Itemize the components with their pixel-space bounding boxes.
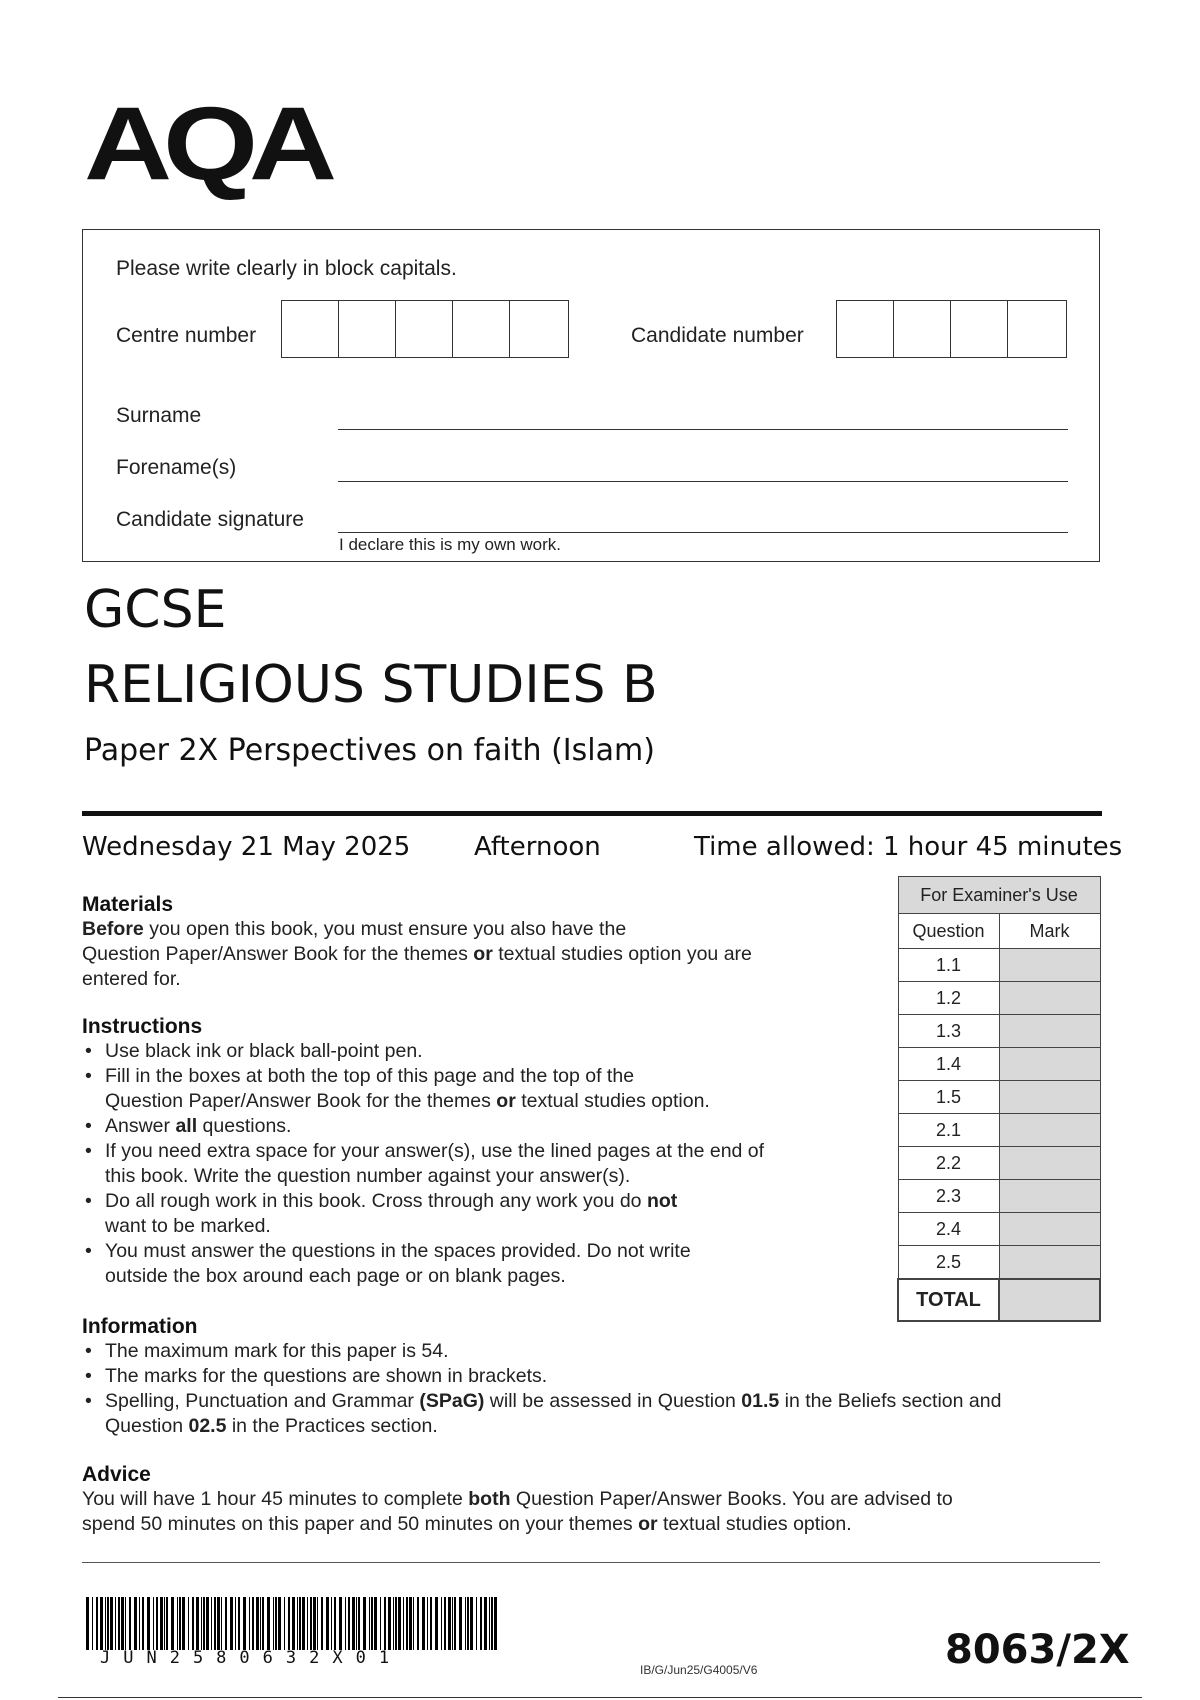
total-row	[898, 1279, 1100, 1321]
mark-cell[interactable]	[999, 982, 1100, 1015]
candidate-number-label: Candidate number	[631, 324, 804, 347]
centre-digit-box[interactable]	[282, 301, 339, 357]
barcode	[86, 1597, 498, 1650]
barcode-text: JUN2580632X01	[100, 1648, 403, 1668]
mark-cell[interactable]	[999, 1048, 1100, 1081]
list-item: • You must answer the questions in the spaces provided. Do not write outside the box around each page or on blank pages.	[105, 1239, 872, 1289]
document-reference: IB/G/Jun25/G4005/V6	[640, 1663, 758, 1677]
instructions-section	[82, 1015, 872, 1289]
candidate-number-boxes[interactable]	[836, 300, 1067, 358]
signature-field[interactable]	[338, 532, 1068, 533]
advice-heading: Advice	[82, 1463, 151, 1486]
table-row	[898, 1246, 1100, 1280]
advice-section	[82, 1463, 1112, 1537]
materials-section	[82, 893, 842, 992]
information-heading: Information	[82, 1315, 198, 1338]
candidate-digit-box[interactable]	[1008, 301, 1065, 357]
mark-cell[interactable]	[999, 1180, 1100, 1213]
signature-label: Candidate signature	[116, 508, 304, 531]
centre-number-boxes[interactable]	[281, 300, 569, 358]
list-item: • The marks for the questions are shown in brackets.	[105, 1364, 1112, 1389]
qualification-title: GCSE	[84, 580, 227, 640]
table-row	[898, 1180, 1100, 1213]
list-item: • Fill in the boxes at both the top of this page and the top of the Question Paper/Answer Book for the themes or textual studies option.	[105, 1064, 872, 1114]
list-item: • Use black ink or black ball-point pen.	[105, 1039, 872, 1064]
page-bottom-line	[58, 1697, 1142, 1698]
mark-cell[interactable]	[999, 1246, 1100, 1280]
centre-digit-box[interactable]	[510, 301, 567, 357]
list-item: • If you need extra space for your answer(s), use the lined pages at the end of this book. Write the question number against your answer(s).	[105, 1139, 872, 1189]
table-row	[898, 1147, 1100, 1180]
centre-digit-box[interactable]	[396, 301, 453, 357]
instructions-heading: Instructions	[82, 1015, 203, 1038]
question-number: 2.1	[898, 1114, 999, 1147]
list-item: • Answer all questions.	[105, 1114, 872, 1139]
information-section	[82, 1315, 1112, 1439]
question-number: 1.3	[898, 1015, 999, 1048]
materials-text: Before you open this book, you must ensure you also have the Question Paper/Answer Book for the themes or textual studies option you are entered for.	[82, 918, 752, 990]
examiner-use-table	[897, 876, 1101, 1322]
block-capitals-instruction: Please write clearly in block capitals.	[116, 257, 457, 280]
table-row	[898, 1015, 1100, 1048]
question-number: 1.4	[898, 1048, 999, 1081]
mark-column-header: Mark	[999, 914, 1100, 949]
time-allowed: Time allowed: 1 hour 45 minutes	[694, 832, 1123, 862]
question-number: 2.2	[898, 1147, 999, 1180]
aqa-logo: AQA	[84, 86, 329, 202]
advice-text: You will have 1 hour 45 minutes to complete both Question Paper/Answer Books. You are advised to spend 50 minutes on this paper and 50 minutes on your themes or textual studies option.	[82, 1488, 953, 1535]
table-row	[898, 1213, 1100, 1246]
centre-digit-box[interactable]	[453, 301, 510, 357]
declaration-text: I declare this is my own work.	[339, 535, 562, 554]
examiner-table-heading: For Examiner's Use	[898, 877, 1100, 914]
forenames-label: Forename(s)	[116, 456, 237, 479]
exam-date: Wednesday 21 May 2025	[82, 832, 411, 862]
question-number: 1.5	[898, 1081, 999, 1114]
exam-session: Afternoon	[474, 832, 601, 862]
subject-title: RELIGIOUS STUDIES B	[84, 655, 658, 715]
candidate-digit-box[interactable]	[894, 301, 951, 357]
mark-cell[interactable]	[999, 949, 1100, 982]
table-row	[898, 1048, 1100, 1081]
total-mark-cell[interactable]	[999, 1279, 1100, 1321]
list-item: • Do all rough work in this book. Cross through any work you do not want to be marked.	[105, 1189, 872, 1239]
question-number: 1.1	[898, 949, 999, 982]
forenames-field[interactable]	[338, 481, 1068, 482]
candidate-digit-box[interactable]	[837, 301, 894, 357]
mark-cell[interactable]	[999, 1081, 1100, 1114]
centre-digit-box[interactable]	[339, 301, 396, 357]
table-row	[898, 1081, 1100, 1114]
surname-field[interactable]	[338, 429, 1068, 430]
candidate-details-box	[82, 229, 1100, 562]
question-number: 2.5	[898, 1246, 999, 1280]
list-item: • The maximum mark for this paper is 54.	[105, 1339, 1112, 1364]
table-row	[898, 982, 1100, 1015]
table-row	[898, 949, 1100, 982]
instructions-list	[82, 1039, 872, 1289]
centre-number-label: Centre number	[116, 324, 257, 347]
candidate-digit-box[interactable]	[951, 301, 1008, 357]
footer-divider	[82, 1562, 1100, 1563]
total-label: TOTAL	[898, 1279, 999, 1321]
information-list	[82, 1339, 1112, 1439]
mark-cell[interactable]	[999, 1015, 1100, 1048]
paper-title: Paper 2X Perspectives on faith (Islam)	[84, 733, 655, 768]
mark-cell[interactable]	[999, 1213, 1100, 1246]
question-number: 1.2	[898, 982, 999, 1015]
question-number: 2.4	[898, 1213, 999, 1246]
table-row	[898, 1114, 1100, 1147]
question-column-header: Question	[898, 914, 999, 949]
paper-code: 8063/2X	[945, 1627, 1130, 1673]
materials-heading: Materials	[82, 893, 174, 916]
surname-label: Surname	[116, 404, 202, 427]
list-item: • Spelling, Punctuation and Grammar (SPaG) will be assessed in Question 01.5 in the Beliefs section and Question 02.5 in the Practices section.	[105, 1389, 1112, 1439]
title-divider	[82, 811, 1102, 816]
question-number: 2.3	[898, 1180, 999, 1213]
mark-cell[interactable]	[999, 1147, 1100, 1180]
mark-cell[interactable]	[999, 1114, 1100, 1147]
